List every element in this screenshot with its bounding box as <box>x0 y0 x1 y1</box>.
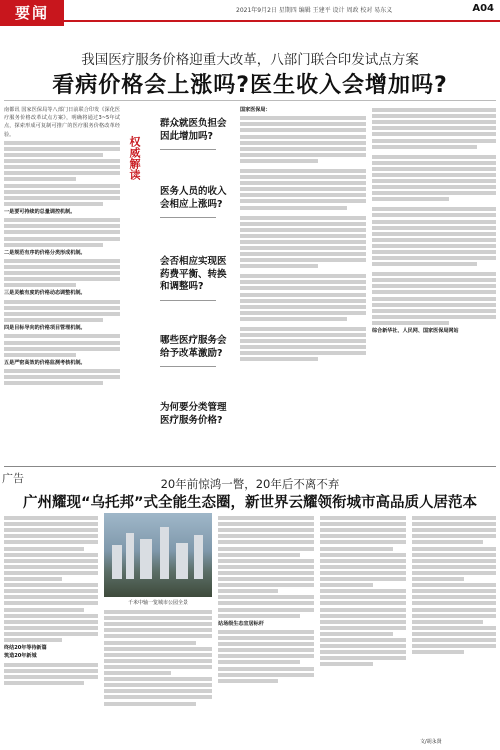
ad-author: 文/胡永贤 <box>420 739 442 745</box>
text-lines <box>4 141 120 206</box>
article-column-1 <box>4 106 120 466</box>
ad-column-5 <box>412 514 496 736</box>
ad-column-1 <box>4 514 98 746</box>
header-meta: 2021年9月2日 星期四 编辑 王建平 设计 周政 校对 易东义 <box>236 7 393 14</box>
question-3: 会否相应实现医药费平衡、转换和调整吗? <box>160 256 234 301</box>
ad-column-3 <box>218 514 314 746</box>
ad-headline: 广州耀现“乌托邦”式全能生态圈，新世界云耀领衔城市高品质人居范本 <box>22 495 478 511</box>
section-head-5: 五是严密高效的价格监测考核机制。 <box>4 359 86 366</box>
article-subtitle: 我国医疗服务价格迎重大改革，八部门联合印发试点方案 <box>81 52 419 68</box>
page-header <box>0 0 500 26</box>
article-column-3 <box>372 106 496 456</box>
article-headline: 看病价格会上涨吗?医生收入会增加吗? <box>52 73 448 98</box>
article-source: 综合新华社、人民网、国家医保局网站 <box>372 328 459 334</box>
question-4: 哪些医疗服务会给予改革激励? <box>160 335 234 367</box>
article-column-2 <box>240 106 366 451</box>
ad-label: 广告 <box>2 472 24 485</box>
ad-section-head-3: 站场级生态宜居标杆 <box>218 620 264 627</box>
headline-divider <box>4 100 496 101</box>
ad-subtitle: 20年前惊鸿一瞥，20年后不离不弃 <box>160 477 340 491</box>
qa-label: 权威解读 <box>128 136 141 180</box>
ad-section-head-1: 终结20年等待新篇 <box>4 645 47 652</box>
question-5: 为何要分类管理医疗服务价格? <box>160 402 227 426</box>
page-number: A04 <box>472 3 494 14</box>
ad-section-head-2: 筑造20年新城 <box>4 653 37 660</box>
question-1: 群众就医负担会因此增加吗? <box>160 118 234 150</box>
intro-text: 南都讯 国家医保局等八部门日前联合印发《深化医疗服务价格改革试点方案》，明确将通过3~5年试点，探索形成可复制可推广的医疗服务价格改革经验。 <box>4 107 120 138</box>
section-head-4: 四是目标导向的价格项目管理机制。 <box>4 325 86 332</box>
ad-column-2 <box>104 608 212 746</box>
header-rule <box>64 20 500 22</box>
section-head-2: 二是规范有序的价格分类形成机制。 <box>4 249 86 256</box>
section-tag: 要闻 <box>0 0 64 26</box>
section-head-3: 三是灵敏有度的价格动态调整机制。 <box>4 290 86 297</box>
question-2: 医务人员的收入会相应上涨吗? <box>160 186 234 218</box>
photo-caption: 千米中轴一览城市公园全景 <box>127 600 188 606</box>
col2-lead: 国家医保局： <box>240 107 271 113</box>
section-head-1: 一是要可持续的总量调控机制。 <box>4 208 76 215</box>
ad-column-4 <box>320 514 406 746</box>
ad-divider <box>4 466 496 467</box>
city-park-photo <box>104 513 212 597</box>
